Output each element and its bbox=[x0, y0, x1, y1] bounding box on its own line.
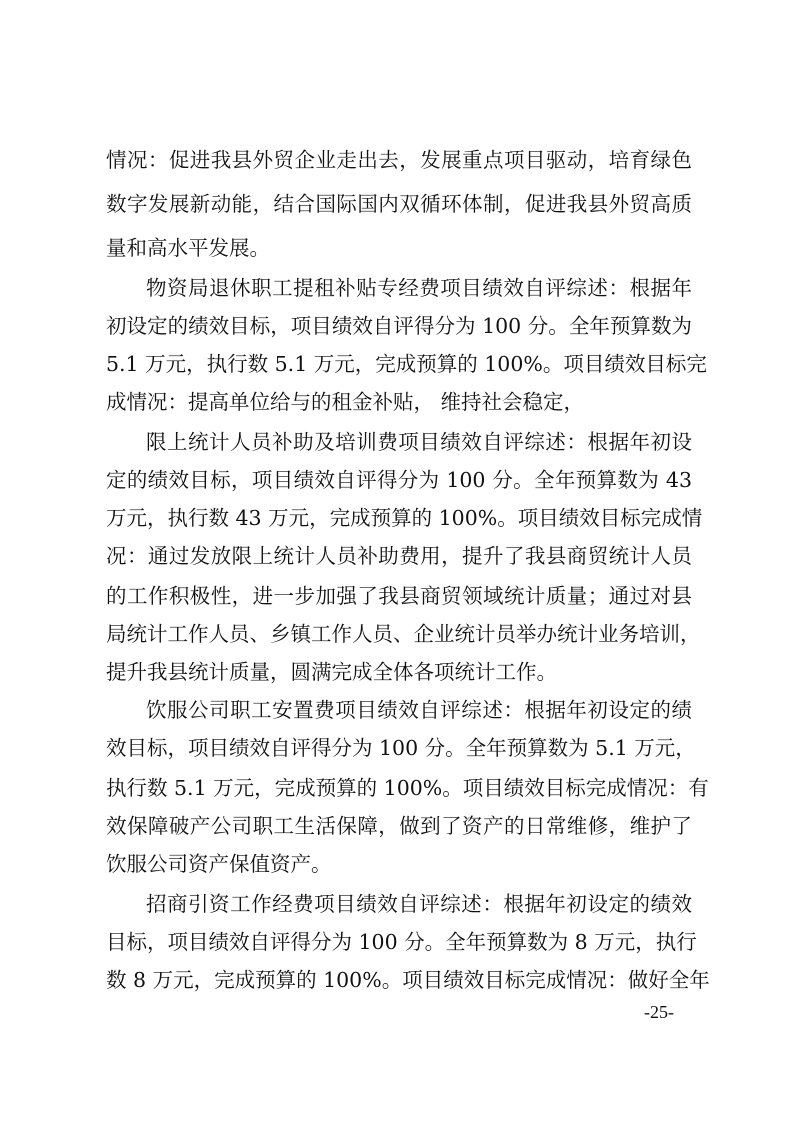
paragraph-line: 的工作积极性，进一步加强了我县商贸领域统计质量；通过对县 bbox=[106, 584, 692, 608]
paragraph-line: 况：通过发放限上统计人员补助费用，提升了我县商贸统计人员 bbox=[106, 544, 692, 568]
paragraph-line: 招商引资工作经费项目绩效自评综述：根据年初设定的绩效 bbox=[146, 892, 692, 916]
paragraph-line: 效目标，项目绩效自评得分为 100 分。全年预算数为 5.1 万元， bbox=[106, 736, 696, 760]
paragraph-line: 数字发展新动能，结合国际国内双循环体制，促进我县外贸高质 bbox=[106, 192, 692, 216]
page-number: -25- bbox=[644, 1002, 674, 1022]
paragraph-line: 量和高水平发展。 bbox=[106, 236, 270, 260]
paragraph-line: 初设定的绩效目标，项目绩效自评得分为 100 分。全年预算数为 bbox=[106, 314, 692, 338]
paragraph-line: 万元，执行数 43 万元，完成预算的 100%。项目绩效目标完成情 bbox=[106, 506, 703, 530]
paragraph-line: 饮服公司资产保值资产。 bbox=[106, 852, 332, 876]
paragraph-line: 目标，项目绩效自评得分为 100 分。全年预算数为 8 万元，执行 bbox=[106, 930, 697, 954]
paragraph-line: 定的绩效目标，项目绩效自评得分为 100 分。全年预算数为 43 bbox=[106, 468, 692, 492]
paragraph-line: 限上统计人员补助及培训费项目绩效自评综述：根据年初设 bbox=[146, 430, 692, 454]
paragraph-line: 成情况：提高单位给与的租金补贴， 维持社会稳定， bbox=[106, 390, 585, 414]
paragraph-line: 5.1 万元，执行数 5.1 万元，完成预算的 100%。项目绩效目标完 bbox=[106, 352, 707, 376]
paragraph-line: 局统计工作人员、乡镇工作人员、企业统计员举办统计业务培训， bbox=[106, 622, 701, 646]
paragraph-line: 执行数 5.1 万元，完成预算的 100%。项目绩效目标完成情况：有 bbox=[106, 776, 709, 800]
paragraph-line: 情况：促进我县外贸企业走出去，发展重点项目驱动，培育绿色 bbox=[106, 148, 692, 172]
paragraph-line: 物资局退休职工提租补贴专经费项目绩效自评综述：根据年 bbox=[146, 276, 692, 300]
paragraph-line: 数 8 万元，完成预算的 100%。项目绩效目标完成情况：做好全年 bbox=[106, 968, 710, 992]
paragraph-line: 提升我县统计质量，圆满完成全体各项统计工作。 bbox=[106, 660, 557, 684]
paragraph-line: 饮服公司职工安置费项目绩效自评综述：根据年初设定的绩 bbox=[146, 698, 692, 722]
paragraph-line: 效保障破产公司职工生活保障，做到了资产的日常维修，维护了 bbox=[106, 814, 692, 838]
